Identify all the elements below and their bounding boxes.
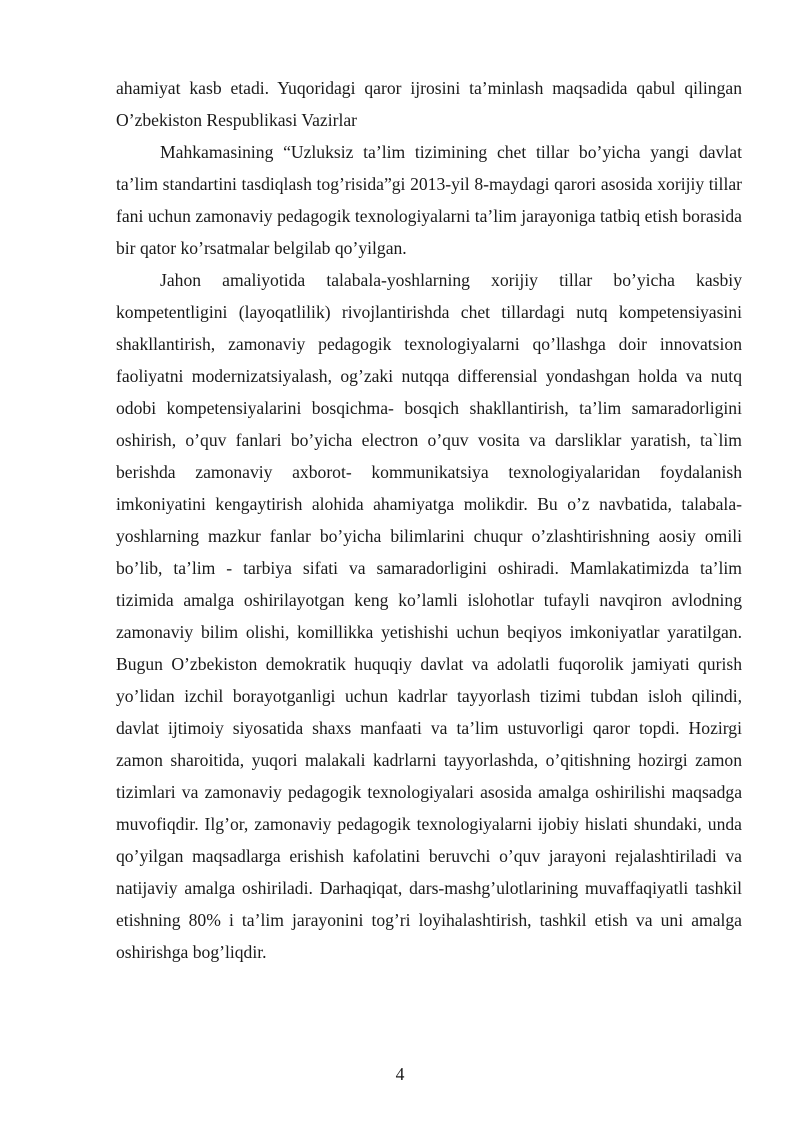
paragraph-decree: Mahkamasining “Uzluksiz ta’lim tizimining chet tillar bo’yicha yangi davlat ta’lim standartini tasdiqlash tog’risida”gi 2013-yil 8-maydagi qarori asosida xorijiy tillar fani uchun zamonaviy pedagogik texnologiyalarni ta’lim jarayoniga tatbiq etish borasida bir qator ko’rsatmalar belgilab qo’yilgan. — [116, 142, 742, 258]
page-number: 4 — [395, 1064, 405, 1084]
paragraph-continuation: ahamiyat kasb etadi. Yuqoridagi qaror ijrosini ta’minlash maqsadida qabul qilingan O’zbekiston Respublikasi Vazirlar — [116, 78, 742, 130]
page-body — [116, 72, 742, 968]
paragraph-world-practice: Jahon amaliyotida talabala-yoshlarning xorijiy tillar bo’yicha kasbiy kompetentligini (layoqatlilik) rivojlantirishda chet tillardagi nutq kompetensiyasini shakllantirish, zamonaviy pedagogik texnologiyalarni qo’llashga doir innovatsion faoliyatni modernizatsiyalash, og’zaki nutqqa differensial yondashgan holda va nutq odobi kompetensiyalarini bosqichma- bosqich shakllantirish, ta’lim samaradorligini oshirish, o’quv fanlari bo’yicha electron o’quv vosita va darsliklar yaratish, ta`lim berishda zamonaviy axborot- kommunikatsiya texnologiyalaridan foydalanish imkoniyatini kengaytirish alohida ahamiyatga molikdir. Bu o’z navbatida, talabala-yoshlarning mazkur fanlar bo’yicha bilimlarini chuqur o’zlashtirishning aosiy omili bo’lib, ta’lim - tarbiya sifati va samaradorligini oshiradi. Mamlakatimizda ta’lim tizimida amalga oshirilayotgan keng ko’lamli islohotlar tufayli navqiron avlodning zamonaviy bilim olishi, komillikka yetishishi uchun beqiyos imkoniyatlar yaratilgan. Bugun O’zbekiston demokratik huquqiy davlat va adolatli fuqorolik jamiyati qurish yo’lidan izchil borayotganligi uchun kadrlar tayyorlash tizimi tubdan isloh qilindi, davlat ijtimoiy siyosatida shaxs manfaati va ta’lim ustuvorligi qaror topdi. Hozirgi zamon sharoitida, yuqori malakali kadrlarni tayyorlashda, o’qitishning hozirgi zamon tizimlari va zamonaviy pedagogik texnologiyalari asosida amalga oshirilishi maqsadga muvofiqdir. Ilg’or, zamonaviy pedagogik texnologiyalarni ijobiy hislati shundaki, unda qo’yilgan maqsadlarga erishish kafolatini beruvchi o’quv jarayoni rejalashtiriladi va natijaviy amalga oshiriladi. Darhaqiqat, dars-mashg’ulotlarining muvaffaqiyatli tashkil etishning 80% i ta’lim jarayonini tog’ri loyihalashtirish, tashkil etish va uni amalga oshirishga bog’liqdir. — [116, 270, 742, 962]
